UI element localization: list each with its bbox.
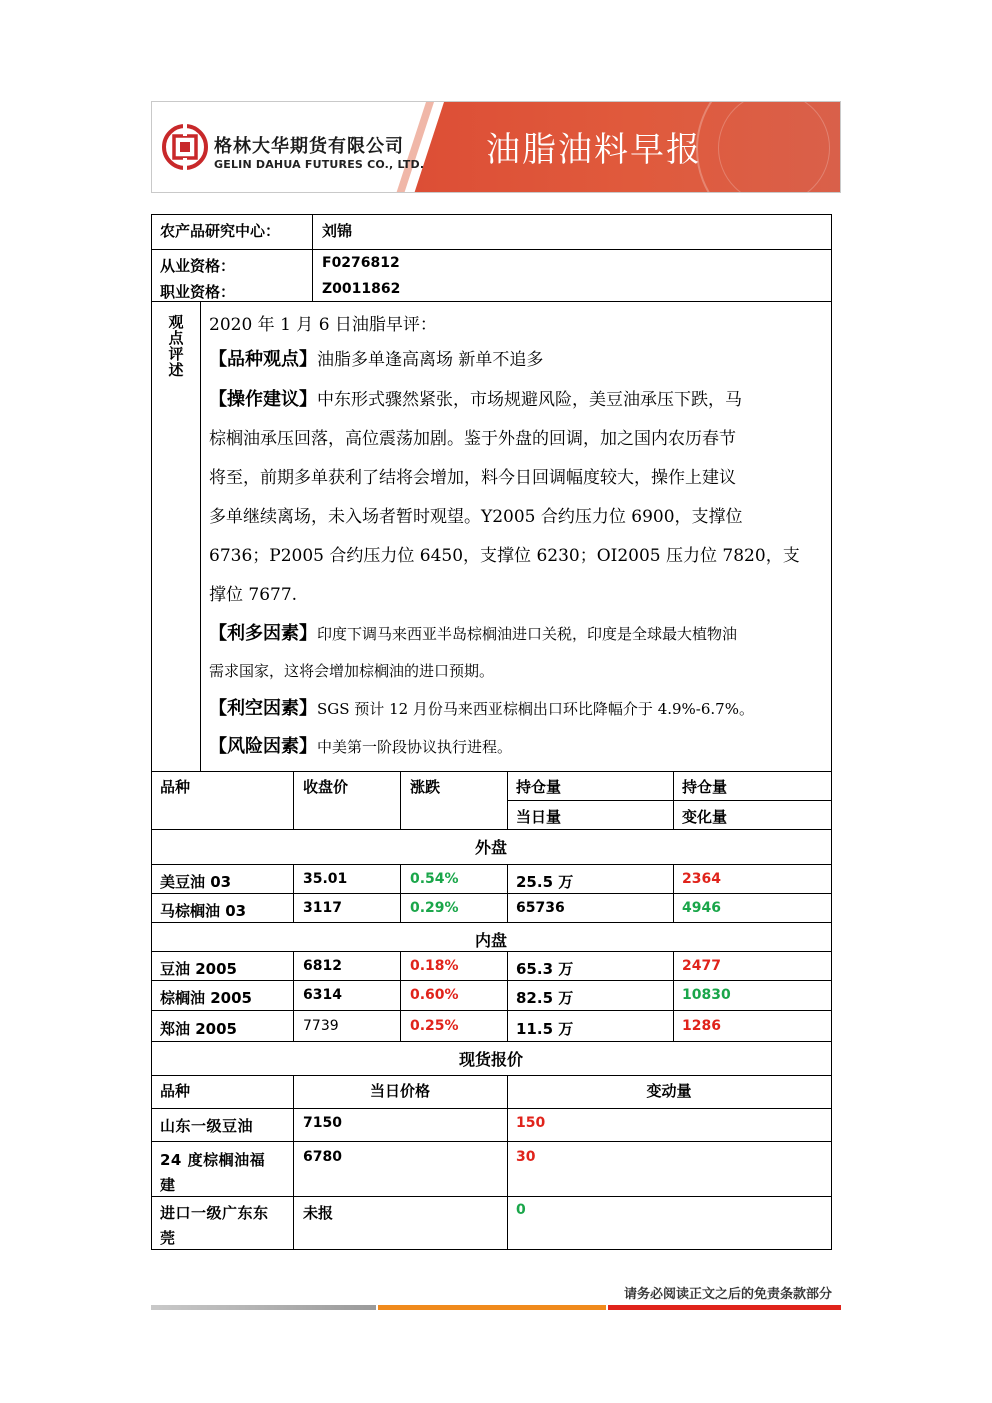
bearish-factors xyxy=(209,690,826,728)
row-change: 0.54% xyxy=(410,871,459,887)
risk-factors xyxy=(209,728,826,766)
commentary-body xyxy=(209,310,826,766)
row-oi: 82.5 万 xyxy=(516,989,574,1007)
spot-price: 6780 xyxy=(303,1149,342,1165)
row-name: 美豆油 03 xyxy=(160,873,232,891)
qualification-number: F0276812 xyxy=(322,255,400,271)
commentary-side-label xyxy=(166,314,186,378)
side-char: 点 xyxy=(168,329,184,347)
col-divider xyxy=(400,771,401,830)
section-domestic: 内盘 xyxy=(474,931,507,950)
col-divider xyxy=(293,951,294,1041)
operation-line: 多单继续离场，未入场者暂时观望。Y2005 合约压力位 6900，支撑位 xyxy=(209,507,743,527)
gelin-dahua-logo-icon xyxy=(162,124,208,170)
professional-qualification-label: 职业资格： xyxy=(160,283,236,301)
row-divider xyxy=(151,1010,832,1011)
spot-header-variety: 品种 xyxy=(160,1082,191,1100)
bearish-text: SGS 预计 12 月份马来西亚棕榈出口环比降幅介于 4.9%-6.7%。 xyxy=(317,700,754,718)
row-divider xyxy=(151,1141,832,1142)
operation-line: 将至，前期多单获利了结将会增加，料今日回调幅度较大，操作上建议 xyxy=(209,468,736,488)
row-divider xyxy=(151,951,832,952)
row-divider xyxy=(151,1041,832,1042)
spot-name-cont: 建 xyxy=(160,1176,176,1194)
side-char: 述 xyxy=(168,361,184,379)
row-oi: 65.3 万 xyxy=(516,960,574,978)
row-name: 棕榈油 2005 xyxy=(160,989,252,1007)
col-divider xyxy=(293,864,294,922)
variety-view xyxy=(209,340,826,380)
company-name-cn: 格林大华期货有限公司 xyxy=(214,136,404,157)
col-divider xyxy=(507,1075,508,1250)
row-divider xyxy=(151,1196,832,1197)
operation-line: 6736；P2005 合约压力位 6450，支撑位 6230；OI2005 压力位 7820，支 xyxy=(209,546,800,566)
professional-qualification-number: Z0011862 xyxy=(322,281,401,297)
spot-change: 150 xyxy=(516,1115,546,1131)
section-foreign: 外盘 xyxy=(474,838,507,857)
row-close: 3117 xyxy=(303,900,342,916)
row-oi-change: 2477 xyxy=(682,958,721,974)
row-change: 0.60% xyxy=(410,987,459,1003)
spot-change: 0 xyxy=(516,1202,526,1218)
col-divider xyxy=(293,1075,294,1250)
col-divider xyxy=(673,864,674,922)
operation-line: 中东形式骤然紧张，市场规避风险，美豆油承压下跌，马 xyxy=(317,390,742,410)
bullish-tag: 【利多因素】 xyxy=(209,623,317,644)
qualification-label: 从业资格： xyxy=(160,257,236,275)
bearish-tag: 【利空因素】 xyxy=(209,698,317,719)
col-divider xyxy=(400,951,401,1041)
report-title: 油脂油料早报 xyxy=(486,130,702,170)
row-change: 0.25% xyxy=(410,1018,459,1034)
row-oi-change: 10830 xyxy=(682,987,731,1003)
col-divider xyxy=(507,771,508,830)
row-divider xyxy=(151,1108,832,1109)
row-close: 35.01 xyxy=(303,871,348,887)
row-divider xyxy=(151,980,832,981)
row-oi-change: 4946 xyxy=(682,900,721,916)
row-divider xyxy=(151,249,832,250)
row-divider xyxy=(151,922,832,923)
spot-name: 山东一级豆油 xyxy=(160,1117,254,1135)
spot-change: 30 xyxy=(516,1149,536,1165)
col-divider xyxy=(400,864,401,922)
row-name: 郑油 2005 xyxy=(160,1020,237,1038)
row-divider xyxy=(151,1075,832,1076)
col-divider xyxy=(200,301,201,772)
globe-decoration-inner xyxy=(718,101,830,193)
row-close: 6314 xyxy=(303,987,342,1003)
spot-header-price: 当日价格 xyxy=(369,1082,430,1100)
header-open-interest: 持仓量 xyxy=(516,778,562,796)
spot-name: 24 度棕榈油福 xyxy=(160,1151,266,1169)
view-tag: 【品种观点】 xyxy=(209,349,317,370)
row-change: 0.29% xyxy=(410,900,459,916)
operation-advice xyxy=(209,380,826,420)
col-divider xyxy=(507,951,508,1041)
operation-tag: 【操作建议】 xyxy=(209,389,317,410)
spot-name: 进口一级广东东 xyxy=(160,1204,269,1222)
row-divider xyxy=(507,800,831,801)
footer-bar-red xyxy=(608,1305,841,1310)
header-open-interest-2: 持仓量 xyxy=(682,778,728,796)
disclaimer-note: 请务必阅读正文之后的免责条款部分 xyxy=(623,1287,832,1302)
operation-line: 撑位 7677. xyxy=(209,585,298,605)
header-variety: 品种 xyxy=(160,778,191,796)
view-text: 油脂多单逢高离场 新单不追多 xyxy=(317,350,544,370)
row-oi: 25.5 万 xyxy=(516,873,574,891)
row-oi-change: 1286 xyxy=(682,1018,721,1034)
bullish-line: 需求国家，这将会增加棕榈油的进口预期。 xyxy=(209,662,495,680)
spot-price: 未报 xyxy=(303,1204,334,1222)
row-close: 6812 xyxy=(303,958,342,974)
header-oi-change: 变化量 xyxy=(682,808,728,826)
col-divider xyxy=(312,214,313,302)
row-divider xyxy=(151,301,832,302)
side-char: 观 xyxy=(168,313,184,331)
row-oi: 11.5 万 xyxy=(516,1020,574,1038)
bullish-line: 印度下调马来西亚半岛棕榈油进口关税，印度是全球最大植物油 xyxy=(317,625,738,643)
analyst-name: 刘锦 xyxy=(322,222,353,240)
header-change: 涨跌 xyxy=(410,778,441,796)
row-oi: 65736 xyxy=(516,900,565,916)
col-divider xyxy=(293,771,294,830)
footer-bar-orange xyxy=(378,1305,606,1310)
operation-line: 棕榈油承压回落，高位震荡加剧。鉴于外盘的回调，加之国内农历春节 xyxy=(209,429,736,449)
company-name-en: GELIN DAHUA FUTURES CO., LTD. xyxy=(214,158,425,171)
footer-bar-gray xyxy=(151,1305,376,1310)
spot-name-cont: 莞 xyxy=(160,1229,176,1247)
row-oi-change: 2364 xyxy=(682,871,721,887)
col-divider xyxy=(673,951,674,1041)
risk-text: 中美第一阶段协议执行进程。 xyxy=(317,738,513,756)
row-divider xyxy=(151,893,832,894)
risk-tag: 【风险因素】 xyxy=(209,736,317,757)
col-divider xyxy=(673,771,674,830)
row-name: 马棕榈油 03 xyxy=(160,902,247,920)
bullish-factors xyxy=(209,615,826,653)
commentary-title: 2020 年 1 月 6 日油脂早评： xyxy=(209,315,437,335)
row-change: 0.18% xyxy=(410,958,459,974)
row-divider xyxy=(151,829,832,830)
spot-header-change: 变动量 xyxy=(646,1082,692,1100)
spot-price: 7150 xyxy=(303,1115,342,1131)
research-center-label: 农产品研究中心： xyxy=(160,222,281,240)
report-banner xyxy=(151,101,841,193)
section-spot-quotes: 现货报价 xyxy=(458,1050,523,1069)
col-divider xyxy=(507,864,508,922)
header-daily-volume: 当日量 xyxy=(516,808,562,826)
header-close-price: 收盘价 xyxy=(303,778,349,796)
row-divider xyxy=(151,864,832,865)
row-close: 7739 xyxy=(303,1018,339,1034)
row-name: 豆油 2005 xyxy=(160,960,237,978)
side-char: 评 xyxy=(168,345,184,363)
